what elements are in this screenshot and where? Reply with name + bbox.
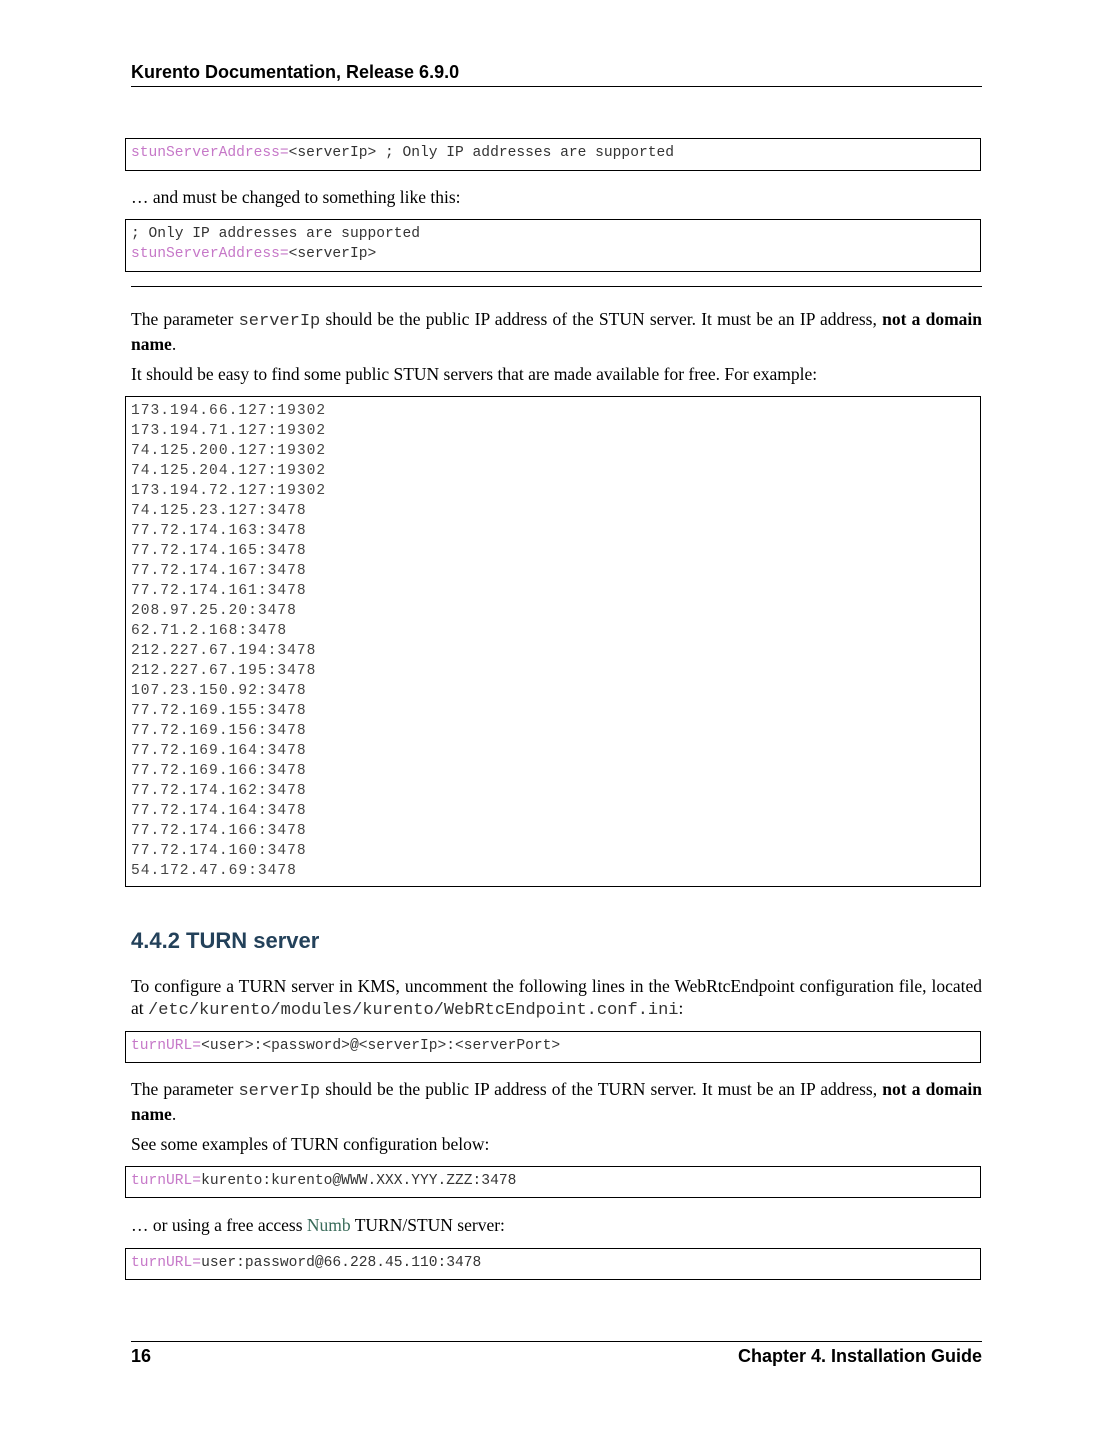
section-heading	[131, 928, 982, 954]
text: To configure a TURN server in KMS, uncomment the following lines in the WebRtcEndpoint configuration file, located at	[131, 976, 982, 1018]
code-comment: ; Only IP addresses are supported	[131, 226, 421, 242]
header-rule	[131, 86, 982, 87]
text: The parameter	[131, 1079, 239, 1099]
code-key: turnURL=	[131, 1038, 202, 1054]
text: TURN/STUN server:	[350, 1215, 505, 1235]
paragraph-numb	[131, 1214, 982, 1236]
text: … or using a free access	[131, 1215, 307, 1235]
paragraph: … and must be changed to something like this:	[131, 187, 461, 207]
stun-server-entry: 212.227.67.195:3478	[131, 663, 317, 679]
code-block-turn-example	[125, 1166, 981, 1198]
running-header: Kurento Documentation, Release 6.9.0	[131, 62, 460, 82]
code-block-original	[125, 138, 981, 171]
bold-text: not a domain name	[131, 309, 983, 354]
section-title: 4.4.2 TURN server	[131, 928, 320, 953]
code-text: kurento:kurento@WWW.XXX.YYY.ZZZ:3478	[201, 1173, 517, 1189]
stun-server-entry: 62.71.2.168:3478	[131, 623, 288, 639]
code-key: turnURL=	[131, 1173, 202, 1189]
code-block-changed	[125, 219, 981, 272]
text: .	[171, 334, 177, 354]
paragraph-stun-param	[131, 308, 982, 355]
stun-server-entry: 173.194.66.127:19302	[131, 403, 327, 419]
text: The parameter	[131, 309, 239, 329]
bold-text: not a domain name	[131, 1079, 983, 1124]
stun-server-entry: 212.227.67.194:3478	[131, 643, 317, 659]
code-text: <serverIp>	[288, 246, 377, 262]
stun-server-entry: 77.72.174.163:3478	[131, 523, 307, 539]
inline-code-path: /etc/kurento/modules/kurento/WebRtcEndpoint.conf.ini	[148, 1001, 679, 1020]
stun-server-entry: 77.72.174.162:3478	[131, 783, 307, 799]
stun-server-entry: 77.72.174.167:3478	[131, 563, 307, 579]
stun-server-entry: 74.125.23.127:3478	[131, 503, 307, 519]
stun-server-entry: 77.72.174.160:3478	[131, 843, 307, 859]
text: should be the public IP address of the TURN server. It must be an IP address,	[320, 1079, 883, 1099]
code-block-numb	[125, 1248, 981, 1280]
code-key: turnURL=	[131, 1255, 202, 1271]
chapter-title: Chapter 4. Installation Guide	[737, 1346, 982, 1366]
stun-server-entry: 54.172.47.69:3478	[131, 863, 297, 879]
paragraph: See some examples of TURN configuration below:	[131, 1134, 490, 1154]
divider	[131, 286, 982, 287]
stun-server-list	[125, 396, 981, 887]
stun-server-entry: 107.23.150.92:3478	[131, 683, 307, 699]
inline-code: serverIp	[238, 1082, 321, 1101]
stun-server-entry: 74.125.200.127:19302	[131, 443, 327, 459]
page-number: 16	[131, 1346, 152, 1366]
stun-server-entry: 77.72.174.161:3478	[131, 583, 307, 599]
paragraph-turn-param	[131, 1078, 982, 1125]
text: should be the public IP address of the STUN server. It must be an IP address,	[320, 309, 883, 329]
footer-rule	[131, 1341, 982, 1342]
paragraph: It should be easy to find some public STUN servers that are made available for free. For example:	[131, 364, 818, 384]
stun-server-entry: 77.72.174.166:3478	[131, 823, 307, 839]
stun-server-entry: 77.72.169.166:3478	[131, 763, 307, 779]
stun-server-entry: 173.194.72.127:19302	[131, 483, 327, 499]
code-text: user:password@66.228.45.110:3478	[201, 1255, 482, 1271]
code-key: stunServerAddress=	[131, 145, 289, 161]
text: :	[678, 998, 684, 1018]
code-text: <user>:<password>@<serverIp>:<serverPort>	[201, 1038, 561, 1054]
inline-code: serverIp	[238, 312, 321, 331]
stun-server-entry: 77.72.174.164:3478	[131, 803, 307, 819]
stun-server-entry: 74.125.204.127:19302	[131, 463, 327, 479]
stun-server-entry: 77.72.174.165:3478	[131, 543, 307, 559]
code-key: stunServerAddress=	[131, 246, 289, 262]
code-text: <serverIp> ; Only IP addresses are supported	[288, 145, 674, 161]
stun-server-entry: 77.72.169.155:3478	[131, 703, 307, 719]
numb-link[interactable]: Numb	[306, 1215, 351, 1235]
code-block-turn-url	[125, 1031, 981, 1063]
stun-server-entry: 173.194.71.127:19302	[131, 423, 327, 439]
stun-server-entry: 77.72.169.164:3478	[131, 743, 307, 759]
text: .	[171, 1104, 177, 1124]
stun-server-entry: 77.72.169.156:3478	[131, 723, 307, 739]
paragraph-turn-config	[131, 975, 982, 1022]
stun-server-entry: 208.97.25.20:3478	[131, 603, 297, 619]
